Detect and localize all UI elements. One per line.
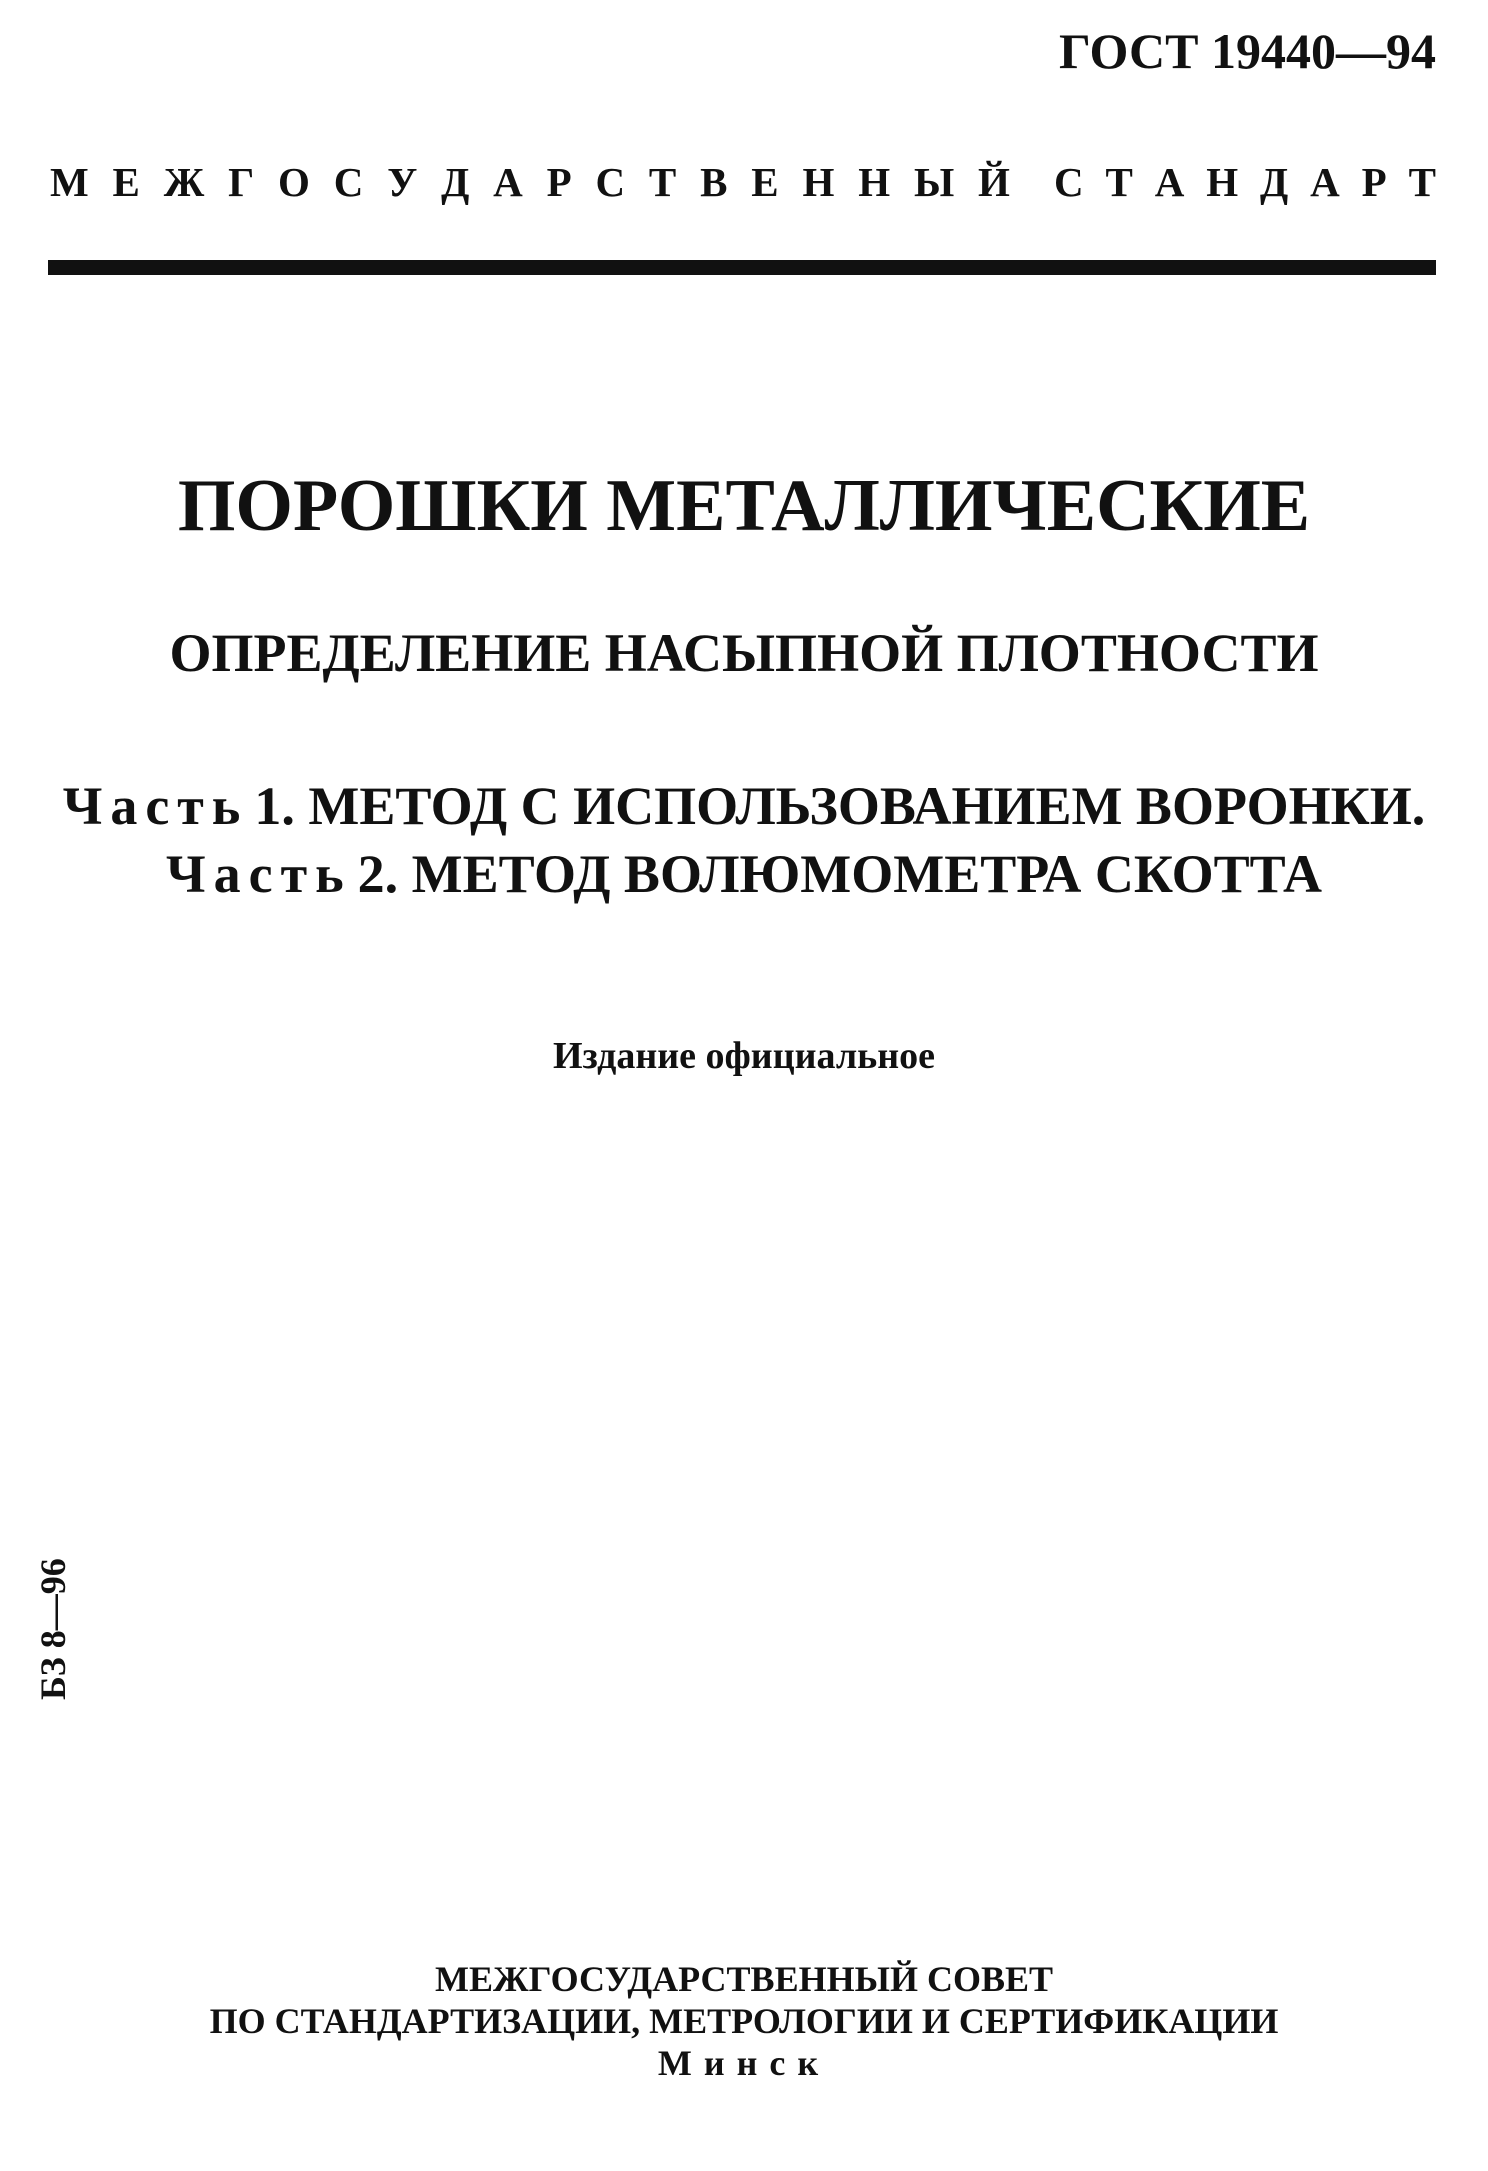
category-letter: Ы [913, 159, 955, 205]
header-divider [48, 260, 1436, 275]
part-2 [0, 840, 1488, 908]
category-letter: Т [1105, 159, 1133, 205]
publisher-city: Минск [657, 2043, 831, 2083]
category-letter: Г [228, 159, 255, 205]
category-letter: А [1154, 159, 1185, 205]
publisher-line-1: МЕЖГОСУДАРСТВЕННЫЙ СОВЕТ [435, 1959, 1053, 1999]
edition-label: Издание официальное [552, 1035, 935, 1077]
part-1 [0, 772, 1488, 840]
category-word-standard [1054, 158, 1436, 206]
category-letter: С [1054, 159, 1084, 205]
category-letter: Д [1260, 159, 1289, 205]
side-code: БЗ 8—96 [33, 1558, 73, 1700]
category-letter: Р [1361, 159, 1387, 205]
category-letter: А [1310, 159, 1340, 205]
category-letter: Р [546, 159, 572, 205]
standard-category [50, 158, 1436, 206]
category-letter: Н [858, 159, 891, 205]
category-letter: А [493, 159, 523, 205]
category-letter: Т [648, 159, 677, 205]
category-letter: Т [1408, 159, 1436, 205]
part-1-text: 1. МЕТОД С ИСПОЛЬЗОВАНИЕМ ВОРОНКИ. [254, 776, 1426, 836]
publisher-block [0, 1958, 1488, 2084]
category-letter: Е [112, 159, 140, 205]
part-1-prefix: Часть [62, 776, 249, 836]
category-letter: С [595, 159, 626, 205]
category-letter: Н [1206, 159, 1239, 205]
category-letter: Н [802, 159, 835, 205]
document-title: ПОРОШКИ МЕТАЛЛИЧЕСКИЕ [177, 465, 1311, 547]
part-2-prefix: Часть [165, 844, 352, 904]
category-word-interstate [50, 158, 1010, 206]
category-letter: Й [978, 159, 1010, 205]
publisher-line-2: ПО СТАНДАРТИЗАЦИИ, МЕТРОЛОГИИ И СЕРТИФИКАЦИИ [209, 2001, 1279, 2041]
category-letter: Е [751, 159, 779, 205]
category-letter: М [50, 159, 89, 205]
document-subtitle: ОПРЕДЕЛЕНИЕ НАСЫПНОЙ ПЛОТНОСТИ [169, 623, 1319, 683]
part-2-text: 2. МЕТОД ВОЛЮМОМЕТРА СКОТТА [357, 844, 1322, 904]
category-letter: Ж [163, 159, 205, 205]
category-letter: Д [441, 159, 470, 205]
category-letter: В [700, 159, 728, 205]
parts-list [0, 772, 1488, 908]
category-letter: У [387, 159, 418, 205]
category-letter: О [278, 159, 310, 205]
category-letter: С [333, 159, 364, 205]
document-number: ГОСТ 19440—94 [1058, 23, 1436, 79]
